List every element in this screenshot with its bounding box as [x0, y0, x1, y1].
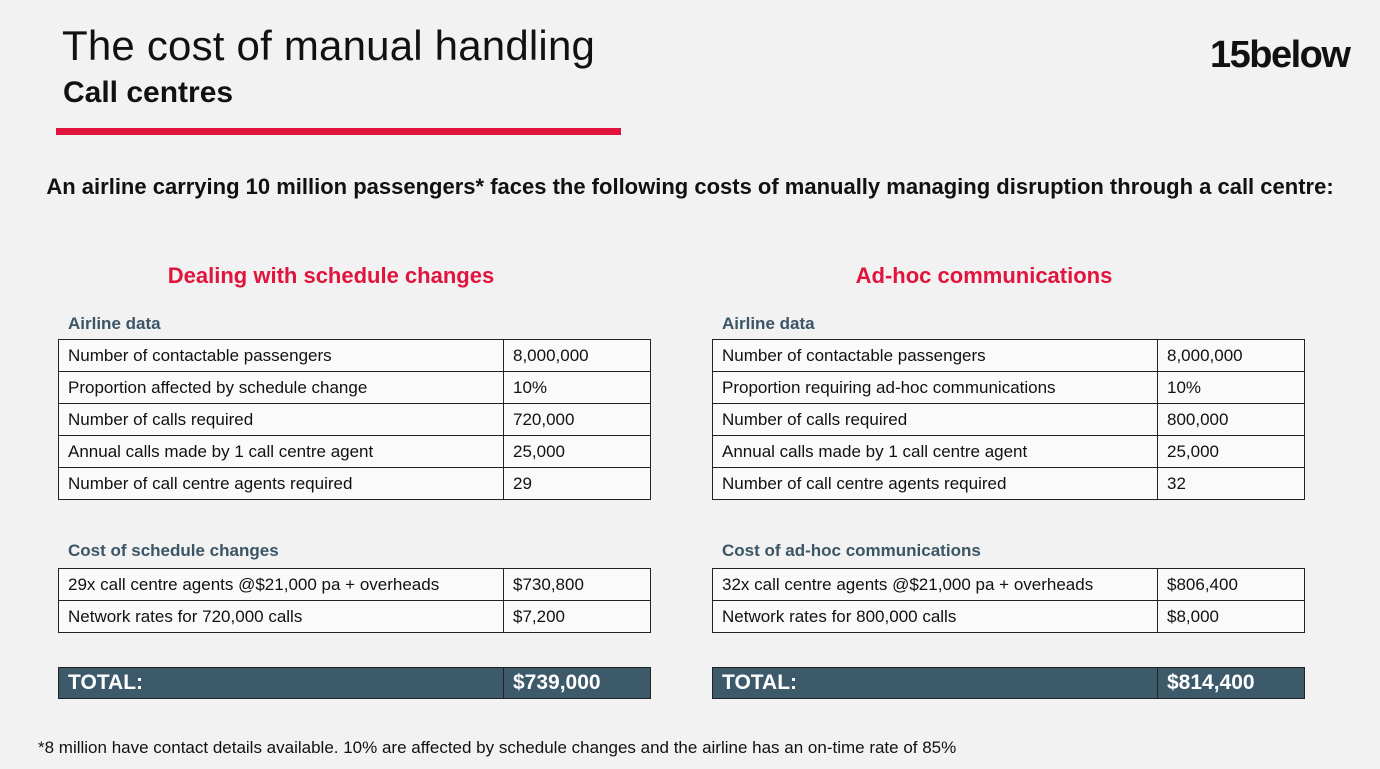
table-row [713, 436, 1305, 468]
row-label: Annual calls made by 1 call centre agent [59, 436, 504, 468]
page-subtitle: Call centres [63, 76, 234, 109]
row-value: $730,800 [504, 569, 651, 601]
row-label: Number of call centre agents required [713, 468, 1158, 500]
table-row [713, 404, 1305, 436]
row-value: 8,000,000 [1158, 340, 1305, 372]
row-label: Number of call centre agents required [59, 468, 504, 500]
table-row [59, 468, 651, 500]
total-label: TOTAL: [59, 668, 504, 699]
row-label: Number of calls required [713, 404, 1158, 436]
row-label: 32x call centre agents @$21,000 pa + overheads [713, 569, 1158, 601]
row-value: $806,400 [1158, 569, 1305, 601]
row-label: 29x call centre agents @$21,000 pa + overheads [59, 569, 504, 601]
row-value: 10% [504, 372, 651, 404]
intro-text: An airline carrying 10 million passengers* faces the following costs of manually managing disruption through a call centre: [46, 174, 1334, 199]
table-row [59, 372, 651, 404]
total-value: $814,400 [1158, 668, 1305, 699]
total-label: TOTAL: [713, 668, 1158, 699]
row-value: 32 [1158, 468, 1305, 500]
row-label: Proportion requiring ad-hoc communications [713, 372, 1158, 404]
table-row [713, 340, 1305, 372]
row-value: 10% [1158, 372, 1305, 404]
row-value: 720,000 [504, 404, 651, 436]
total-row [713, 668, 1305, 699]
title-underline [56, 128, 621, 135]
row-label: Annual calls made by 1 call centre agent [713, 436, 1158, 468]
total-value: $739,000 [504, 668, 651, 699]
right-airline-table [712, 339, 1305, 500]
row-label: Number of contactable passengers [59, 340, 504, 372]
left-section-title: Dealing with schedule changes [167, 263, 495, 288]
row-value: $7,200 [504, 601, 651, 633]
table-row [59, 340, 651, 372]
row-label: Number of calls required [59, 404, 504, 436]
row-value: $8,000 [1158, 601, 1305, 633]
right-total-table [712, 667, 1305, 699]
row-value: 25,000 [1158, 436, 1305, 468]
right-section-title: Ad-hoc communications [855, 263, 1113, 288]
row-label: Network rates for 800,000 calls [713, 601, 1158, 633]
table-row [713, 601, 1305, 633]
left-airline-table [58, 339, 651, 500]
row-label: Number of contactable passengers [713, 340, 1158, 372]
row-value: 8,000,000 [504, 340, 651, 372]
table-row [59, 601, 651, 633]
total-row [59, 668, 651, 699]
left-cost-label: Cost of schedule changes [68, 541, 279, 560]
left-cost-table [58, 568, 651, 633]
right-cost-table [712, 568, 1305, 633]
row-value: 29 [504, 468, 651, 500]
row-value: 25,000 [504, 436, 651, 468]
page-title: The cost of manual handling [62, 22, 596, 69]
row-label: Proportion affected by schedule change [59, 372, 504, 404]
left-airline-data-label: Airline data [68, 314, 161, 333]
brand-logo: 15below [1210, 34, 1350, 76]
table-row [59, 436, 651, 468]
table-row [59, 569, 651, 601]
table-row [713, 372, 1305, 404]
left-total-table [58, 667, 651, 699]
row-value: 800,000 [1158, 404, 1305, 436]
right-airline-data-label: Airline data [722, 314, 815, 333]
table-row [59, 404, 651, 436]
row-label: Network rates for 720,000 calls [59, 601, 504, 633]
table-row [713, 468, 1305, 500]
right-cost-label: Cost of ad-hoc communications [722, 541, 981, 560]
table-row [713, 569, 1305, 601]
footnote: *8 million have contact details available. 10% are affected by schedule changes and the airline has an on-time rate of 85% [38, 738, 957, 757]
